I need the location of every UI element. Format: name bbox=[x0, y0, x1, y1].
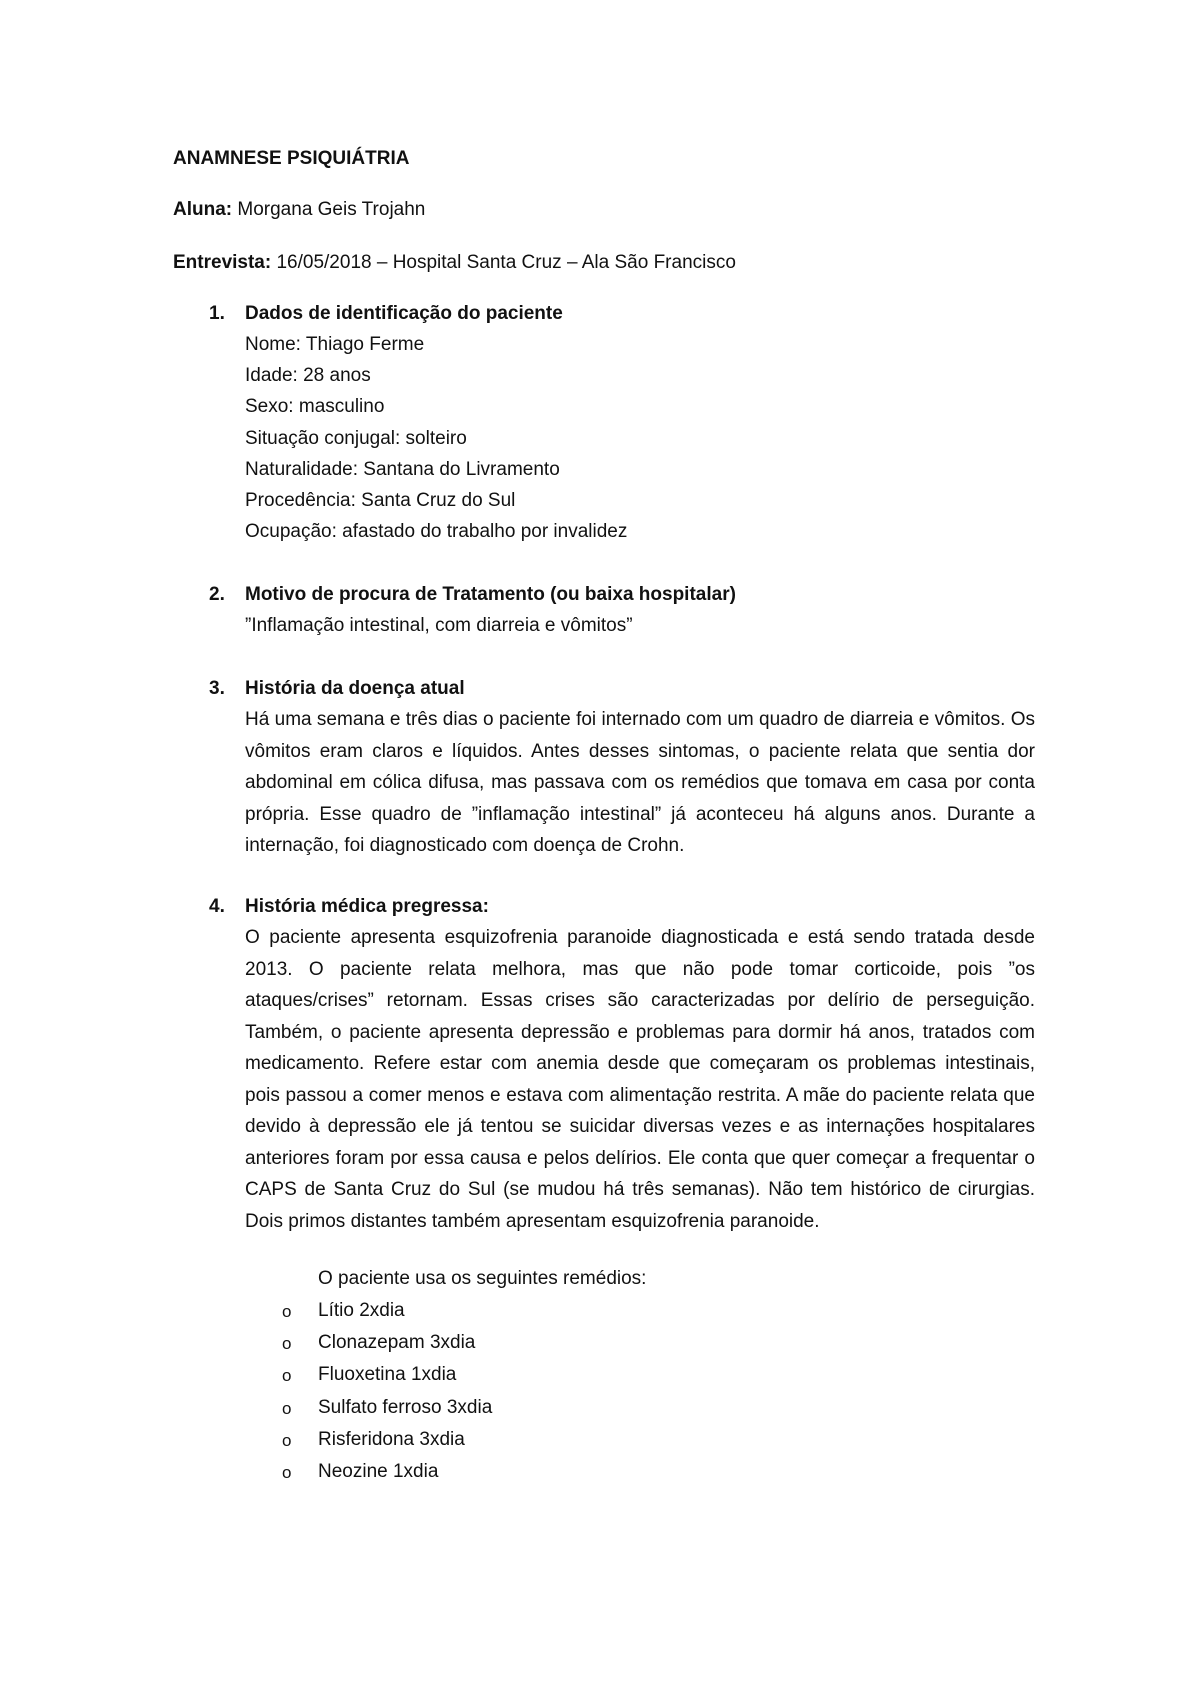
field-ocupacao: Ocupação: afastado do trabalho por invalidez bbox=[245, 521, 628, 542]
bullet-icon: o bbox=[282, 1463, 292, 1482]
medication-item: Fluoxetina 1xdia bbox=[318, 1364, 457, 1385]
interview-label: Entrevista: bbox=[173, 252, 272, 273]
bullet-icon: o bbox=[282, 1366, 292, 1385]
section-2-text: ”Inflamação intestinal, com diarreia e vômitos” bbox=[245, 615, 633, 636]
medication-item: Risferidona 3xdia bbox=[318, 1429, 465, 1450]
section-4-title: História médica pregressa: bbox=[245, 896, 489, 917]
medications-intro: O paciente usa os seguintes remédios: bbox=[318, 1268, 647, 1289]
section-4-text: O paciente apresenta esquizofrenia paranoide diagnosticada e está sendo tratada desde 2013. O paciente relata melhora, mas que não pode tomar corticoide, pois ”os ataques/crises” retornam. Essas crises são caracterizadas por delírio de perseguição. Também, o paciente apresenta depressão e problemas para dormir há anos, tratados com medicamento. Refere estar com anemia desde que começaram os problemas intestinais, pois passou a comer menos e estava com alimentação restrita. A mãe do paciente relata que devido à depressão ele já tentou se suicidar diversas vezes e as internações hospitalares anteriores foram por essa causa e pelos delírios. Ele conta que quer começar a frequentar o CAPS de Santa Cruz do Sul (se mudou há três semanas). Não tem histórico de cirurgias. Dois primos distantes também apresentam esquizofrenia paranoide. bbox=[245, 927, 1035, 1232]
section-1-number: 1. bbox=[209, 303, 225, 324]
medication-item: Clonazepam 3xdia bbox=[318, 1332, 476, 1353]
field-situacao-conjugal: Situação conjugal: solteiro bbox=[245, 428, 467, 449]
section-3-title: História da doença atual bbox=[245, 678, 465, 699]
field-naturalidade: Naturalidade: Santana do Livramento bbox=[245, 459, 560, 480]
medication-item: Neozine 1xdia bbox=[318, 1461, 439, 1482]
bullet-icon: o bbox=[282, 1399, 292, 1418]
section-2-number: 2. bbox=[209, 584, 225, 605]
field-nome: Nome: Thiago Ferme bbox=[245, 334, 425, 355]
document-title: ANAMNESE PSIQUIÁTRIA bbox=[173, 148, 410, 169]
field-idade: Idade: 28 anos bbox=[245, 365, 371, 386]
student-name: Morgana Geis Trojahn bbox=[237, 199, 426, 220]
field-procedencia: Procedência: Santa Cruz do Sul bbox=[245, 490, 516, 511]
field-sexo: Sexo: masculino bbox=[245, 396, 385, 417]
section-4-number: 4. bbox=[209, 896, 225, 917]
bullet-icon: o bbox=[282, 1431, 292, 1450]
section-3-number: 3. bbox=[209, 678, 225, 699]
section-2-title: Motivo de procura de Tratamento (ou baixa hospitalar) bbox=[245, 584, 736, 605]
medication-item: Lítio 2xdia bbox=[318, 1300, 405, 1321]
student-label: Aluna: bbox=[173, 199, 233, 220]
student-line bbox=[173, 198, 425, 222]
medication-item: Sulfato ferroso 3xdia bbox=[318, 1397, 493, 1418]
section-3-text: Há uma semana e três dias o paciente foi internado com um quadro de diarreia e vômitos. Os vômitos eram claros e líquidos. Antes desses sintomas, o paciente relata que sentia dor abdominal em cólica difusa, mas passava com os remédios que tomava em casa por conta própria. Esse quadro de ”inflamação intestinal” já aconteceu há alguns anos. Durante a internação, foi diagnosticado com doença de Crohn. bbox=[245, 709, 1035, 856]
bullet-icon: o bbox=[282, 1334, 292, 1353]
section-1-title: Dados de identificação do paciente bbox=[245, 303, 563, 324]
bullet-icon: o bbox=[282, 1302, 292, 1321]
interview-line bbox=[173, 251, 736, 275]
interview-value: 16/05/2018 – Hospital Santa Cruz – Ala São Francisco bbox=[276, 252, 736, 273]
